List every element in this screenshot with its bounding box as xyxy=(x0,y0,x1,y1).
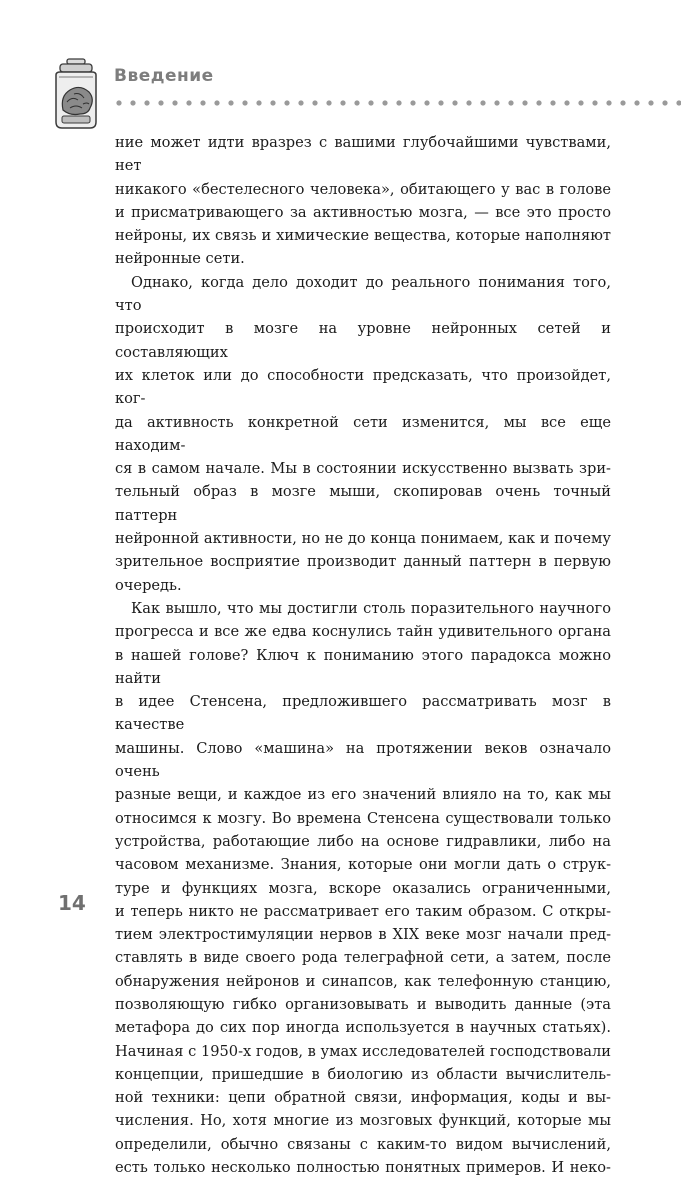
text-line: прогресса и все же едва коснулись тайн удивительного органа xyxy=(115,623,611,641)
text-line: в нашей голове? Ключ к пониманию этого парадокса можно найти xyxy=(115,646,611,687)
text-line: концепции, пришедшие в биологию из области вычислитель- xyxy=(115,1065,611,1083)
text-line: позволяющую гибко организовывать и выводить данные (эта xyxy=(115,995,611,1013)
text-line: определили, обычно связаны с каким-то видом вычислений, xyxy=(115,1135,611,1153)
text-line: их клеток или до способности предсказать, что произойдет, ког- xyxy=(115,366,611,408)
text-line: ся в самом начале. Мы в состоянии искусственно вызвать зри- xyxy=(115,460,611,478)
text-line: да активность конкретной сети изменится, мы все еще находим- xyxy=(115,413,611,454)
paragraph xyxy=(115,271,611,597)
text-line: нейронные сети. xyxy=(115,250,245,268)
text-line: нейронной активности, но не до конца понимаем, как и почему xyxy=(115,530,611,548)
text-line: Однако, когда дело доходит до реального понимания того, что xyxy=(115,273,611,315)
text-line: и присматривающего за активностью мозга, — все это просто xyxy=(115,203,611,221)
text-line: часовом механизме. Знания, которые они могли дать о струк- xyxy=(115,856,611,874)
text-line: и теперь никто не рассматривает его таким образом. С откры- xyxy=(115,902,611,920)
text-line: тельный образ в мозге мыши, скопировав очень точный паттерн xyxy=(115,483,611,524)
text-line: в идее Стенсена, предложившего рассматривать мозг в качестве xyxy=(115,693,611,734)
page-number: 14 xyxy=(58,891,86,915)
text-line: тием электростимуляции нервов в XIX веке мозг начали пред- xyxy=(115,926,611,944)
section-title: Введение xyxy=(114,66,214,86)
text-line: туре и функциях мозга, вскоре оказались ограниченными, xyxy=(115,879,611,897)
text-line: нейроны, их связь и химические вещества, которые наполняют xyxy=(115,227,611,245)
text-line: разные вещи, и каждое из его значений влияло на то, как мы xyxy=(115,786,611,804)
text-line: зрительное восприятие производит данный паттерн в первую xyxy=(115,553,611,571)
text-line: происходит в мозге на уровне нейронных сетей и составляющих xyxy=(115,320,611,361)
running-header xyxy=(50,52,681,132)
brain-jar-icon xyxy=(50,58,102,130)
text-line: относимся к мозгу. Во времена Стенсена существовали только xyxy=(115,809,611,827)
text-line: ставлять в виде своего рода телеграфной сети, а затем, после xyxy=(115,949,611,967)
text-line: ние может идти вразрез с вашими глубочайшими чувствами, нет xyxy=(115,134,611,175)
text-line: устройства, работающие либо на основе гидравлики, либо на xyxy=(115,832,611,850)
text-line: ной техники: цепи обратной связи, информация, коды и вы- xyxy=(115,1089,611,1107)
text-line: машины. Слово «машина» на протяжении веков означало очень xyxy=(115,739,611,781)
text-line: Начиная с 1950-х годов, в умах исследователей господствовали xyxy=(115,1042,611,1060)
paragraph xyxy=(115,597,611,1179)
text-line: обнаружения нейронов и синапсов, как телефонную станцию, xyxy=(115,972,611,990)
body-text xyxy=(115,131,611,1179)
text-line: метафора до сих пор иногда используется в научных статьях). xyxy=(115,1019,611,1037)
text-line: есть только несколько полностью понятных примеров. И неко- xyxy=(115,1159,611,1177)
text-line: очередь. xyxy=(115,576,182,594)
text-line: Как вышло, что мы достигли столь поразительного научного xyxy=(131,599,611,617)
dotted-rule xyxy=(112,98,681,108)
paragraph xyxy=(115,131,611,271)
text-line: никакого «бестелесного человека», обитающего у вас в голове xyxy=(115,180,611,198)
text-line: числения. Но, хотя многие из мозговых функций, которые мы xyxy=(115,1112,611,1130)
